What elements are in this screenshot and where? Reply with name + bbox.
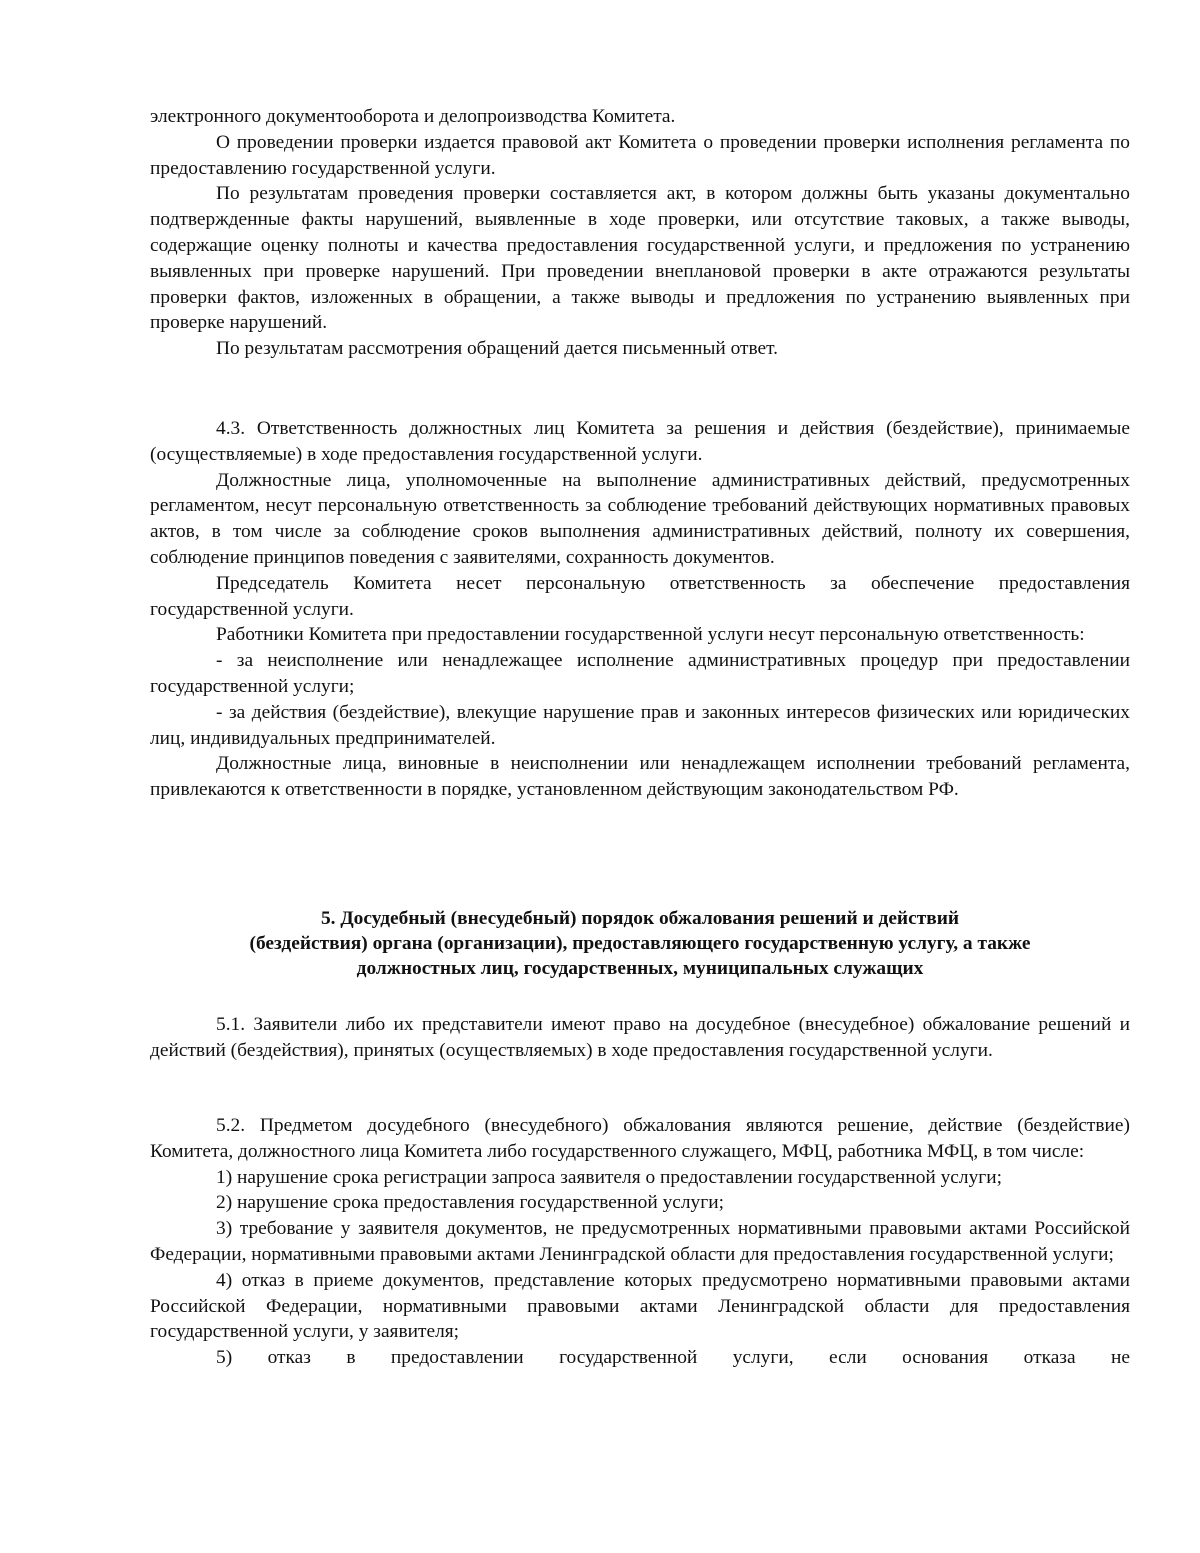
list-item: - за неисполнение или ненадлежащее исполнение административных процедур при предоставлении государственной услуги; [150,650,1130,697]
heading-line: (бездействия) органа (организации), предоставляющего государственную услугу, а также [249,933,1031,954]
paragraph-section-5-2: 5.2. Предметом досудебного (внесудебного) обжалования являются решение, действие (бездействие) Комитета, должностного лица Комитета либо государственного служащего, МФЦ, работника МФЦ, в том числе: [150,1115,1130,1162]
paragraph-section-5-1: 5.1. Заявители либо их представители имеют право на досудебное (внесудебное) обжалование решений и действий (бездействия), принятых (осуществляемых) в ходе предоставления государственной услуги. [150,1014,1130,1061]
list-item: 1) нарушение срока регистрации запроса заявителя о предоставлении государственной услуги; [216,1166,1003,1188]
section-5-heading [150,906,1130,981]
heading-line: 5. Досудебный (внесудебный) порядок обжалования решений и действий [320,908,960,929]
paragraph: Председатель Комитета несет персональную ответственность за обеспечение предоставления государственной услуги. [150,572,1130,620]
paragraph: О проведении проверки издается правовой акт Комитета о проведении проверки исполнения регламента по предоставлению государственной услуги. [150,131,1130,179]
paragraph: электронного документооборота и делопроизводства Комитета. [150,106,676,127]
list-item: 5) отказ в предоставлении государственной услуги, если основания отказа не [216,1347,1130,1369]
paragraph-section-4-3: 4.3. Ответственность должностных лиц Комитета за решения и действия (бездействие), принимаемые (осуществляемые) в ходе предоставления государственной услуги. [150,418,1130,465]
text-block-inspection [150,104,1130,362]
paragraph: Должностные лица, уполномоченные на выполнение административных действий, предусмотренных регламентом, несут персональную ответственность за соблюдение требований действующих нормативных правовых актов, в том числе за соблюдение сроков выполнения административных действий, полноту их совершения, соблюдение принципов поведения с заявителями, сохранность документов. [150,469,1130,568]
paragraph: Работники Комитета при предоставлении государственной услуги несут персональную ответственность: [216,624,1085,646]
heading-line: должностных лиц, государственных, муниципальных служащих [356,958,924,979]
paragraph: По результатам проведения проверки составляется акт, в котором должны быть указаны документально подтвержденные факты нарушений, выявленные в ходе проверки, или отсутствие таковых, а также выводы, содержащие оценку полноты и качества предоставления государственной услуги, и предложения по устранению выявленных при проверке нарушений. При проведении внеплановой проверки в акте отражаются результаты проверки фактов, изложенных в обращении, а также выводы и предложения по устранению выявленных при проверке нарушений. [150,183,1130,334]
paragraph: По результатам рассмотрения обращений дается письменный ответ. [216,338,779,360]
text-block-responsibility [150,416,1130,803]
text-block-5-1 [150,1012,1130,1064]
paragraph: Должностные лица, виновные в неисполнении или ненадлежащем исполнении требований регламента, привлекаются к ответственности в порядке, установленном действующим законодательством РФ. [150,753,1130,801]
list-item: 4) отказ в приеме документов, представление которых предусмотрено нормативными правовыми актами Российской Федерации, нормативными правовыми актами Ленинградской области для предоставления государственной услуги, у заявителя; [150,1269,1130,1343]
list-item: 3) требование у заявителя документов, не предусмотренных нормативными правовыми актами Российской Федерации, нормативными правовыми актами Ленинградской области для предоставления государственной услуги; [150,1218,1130,1265]
list-item: 2) нарушение срока предоставления государственной услуги; [216,1192,724,1214]
text-block-5-2 [150,1113,1130,1371]
list-item: - за действия (бездействие), влекущие нарушение прав и законных интересов физических или юридических лиц, индивидуальных предпринимателей. [150,701,1130,749]
